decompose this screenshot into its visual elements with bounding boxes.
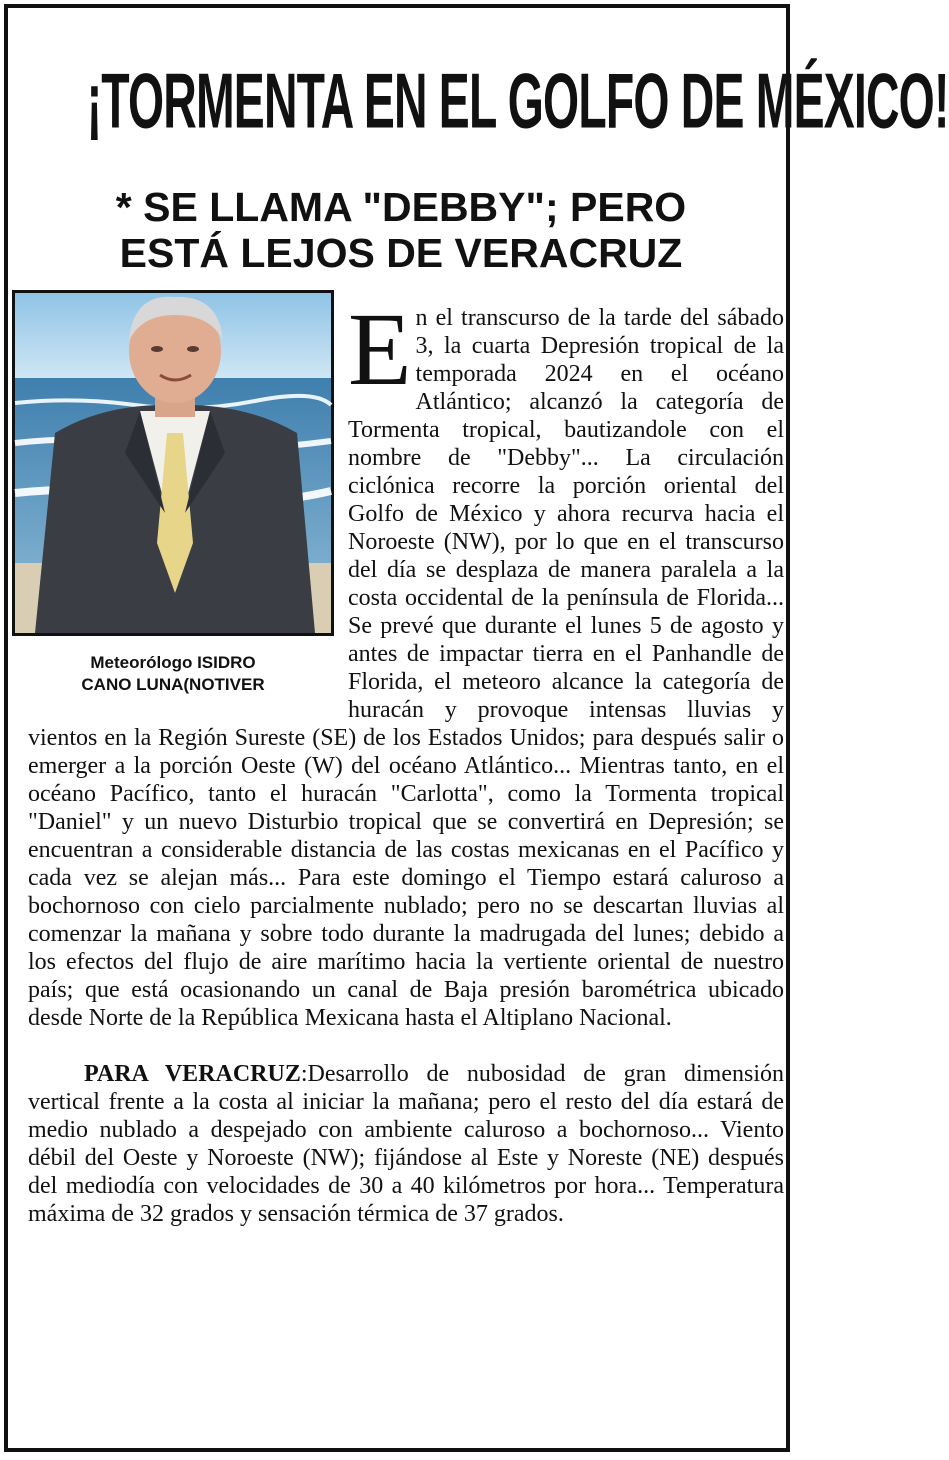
caption-line-1: Meteorólogo ISIDRO bbox=[90, 653, 256, 672]
paragraph-2 bbox=[28, 1060, 784, 1228]
paragraph-2-text: :Desarrollo de nubosidad de gran dimensión vertical frente a la costa al iniciar la mañana; pero el resto del día estará de medio nublado a despejado con ambiente caluroso a bochornoso... Viento débil del Oeste y Noroeste (NW); fijándose al Este y Noreste (NE) después del mediodía con velocidades de 30 a 40 kilómetros por hora... Temperatura máxima de 32 grados y sensación térmica de 37 grados. bbox=[28, 1061, 784, 1227]
subheadline-line-2: ESTÁ LEJOS DE VERACRUZ bbox=[119, 230, 683, 276]
paragraph-2-lead: PARA VERACRUZ bbox=[84, 1061, 301, 1087]
article-frame bbox=[4, 4, 949, 1452]
headline: ¡TORMENTA EN EL GOLFO DE MÉXICO! bbox=[86, 57, 949, 146]
drop-cap: E bbox=[348, 292, 412, 407]
caption-line-2: CANO LUNA(NOTIVER bbox=[81, 675, 265, 694]
subheadline bbox=[8, 184, 794, 276]
subheadline-line-1: * SE LLAMA "DEBBY"; PERO bbox=[115, 184, 687, 230]
photo-spacer bbox=[28, 304, 348, 724]
paragraph-1-text: n el transcurso de la tarde del sábado 3, la cuarta Depresión tropical de la temporada 2024 en el océano Atlántico; alcanzó la categoría de Tormenta tropical, bautizandole con el nombre de "Debby"... La circulación ciclónica recorre la porción oriental del Golfo de México y ahora recurva hacia el Noroeste (NW), por lo que en el transcurso del día se desplaza de manera paralela a la costa occidental de la península de Florida... Se prevé que durante el lunes 5 de agosto y antes de impactar tierra en el Panhandle de Florida, el meteoro alcance la categoría de huracán y provoque intensas lluvias y vientos en la Región Sureste (SE) de los Estados Unidos; para después salir o emerger a la porción Oeste (W) del océano Atlántico... Mientras tanto, en el océano Pacífico, tanto el huracán "Carlotta", como la Tormenta tropical "Daniel" y un nuevo Disturbio tropical que se convertirá en Depresión; se encuentran a considerable distancia de las costas mexicanas en el Pacífico y cada vez se alejan más... Para este domingo el Tiempo estará caluroso a bochornoso con cielo parcialmente nublado; pero no se descartan lluvias al comenzar la mañana y sobre todo durante la madrugada del lunes; debido a los efectos del flujo de aire marítimo hacia la vertiente oriental de nuestro país; que está ocasionando un canal de Baja presión barométrica ubicado desde Norte de la República Mexicana hasta el Altiplano Nacional. bbox=[28, 305, 784, 1031]
article-body bbox=[28, 292, 784, 1228]
